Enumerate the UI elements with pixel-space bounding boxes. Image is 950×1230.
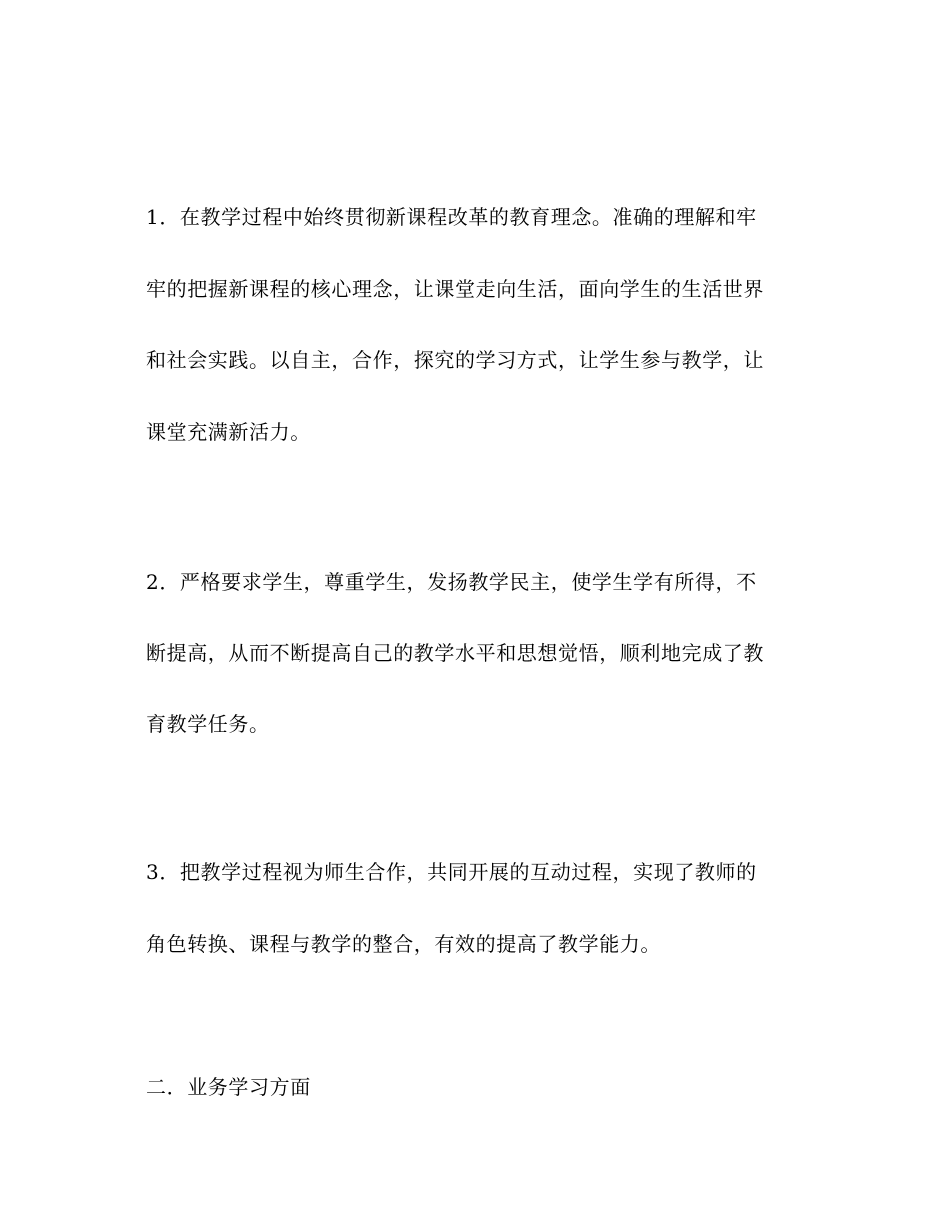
paragraph-1-line-3: 和社会实践。以自主，合作，探究的学习方式，让学生参与教学，让 bbox=[146, 348, 764, 372]
paragraph-2-line-3: 育教学任务。 bbox=[146, 712, 270, 736]
paragraph-1-line-2: 牢的把握新课程的核心理念，让课堂走向生活，面向学生的生活世界 bbox=[146, 277, 764, 301]
paragraph-3-line-2: 角色转换、课程与教学的整合，有效的提高了教学能力。 bbox=[146, 932, 661, 956]
paragraph-2-line-2: 断提高，从而不断提高自己的教学水平和思想觉悟，顺利地完成了教 bbox=[146, 641, 764, 665]
paragraph-1-line-1: 1．在教学过程中始终贯彻新课程改革的教育理念。准确的理解和牢 bbox=[146, 205, 757, 229]
section-heading: 二．业务学习方面 bbox=[146, 1075, 311, 1099]
paragraph-3-line-1: 3．把教学过程视为师生合作，共同开展的互动过程，实现了教师的 bbox=[146, 860, 757, 884]
paragraph-2-line-1: 2．严格要求学生，尊重学生，发扬教学民主，使学生学有所得，不 bbox=[146, 570, 757, 594]
paragraph-1-line-4: 课堂充满新活力。 bbox=[146, 420, 311, 444]
